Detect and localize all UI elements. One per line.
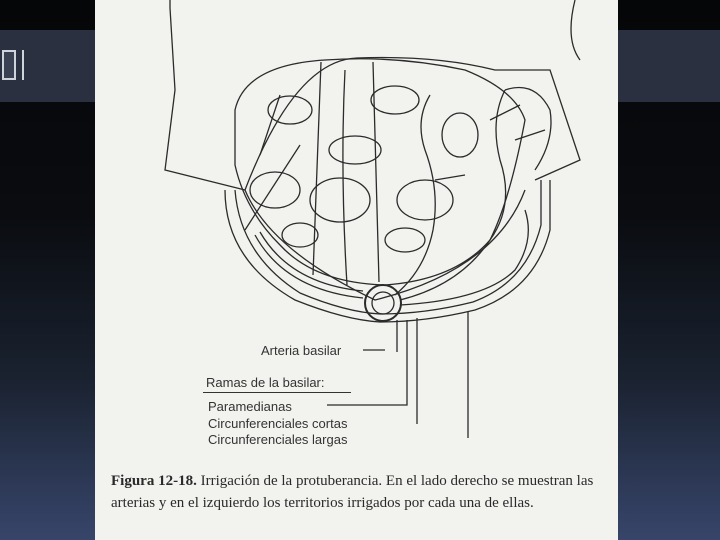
figure-number: Figura 12-18.	[111, 473, 197, 489]
short-circumferential-label: Circunferenciales cortas	[208, 416, 348, 431]
branches-heading-label: Ramas de la basilar:	[206, 375, 325, 390]
slide-decoration	[2, 50, 16, 80]
long-circumferential-label: Circunferenciales largas	[208, 432, 348, 447]
branches-heading-underline	[203, 392, 351, 393]
slide-decoration-edge	[16, 50, 24, 80]
scanned-figure-page	[95, 0, 618, 540]
caption-text: Irrigación de la protuberancia. En el lado derecho se muestran las arterias y en el izquierdo los territorios irrigados por cada una de ellas.	[111, 473, 594, 511]
figure-caption	[111, 470, 611, 514]
basilar-artery-label: Arteria basilar	[261, 343, 342, 358]
pons-irrigation-diagram	[95, 0, 618, 470]
paramedian-label: Paramedianas	[208, 399, 292, 414]
